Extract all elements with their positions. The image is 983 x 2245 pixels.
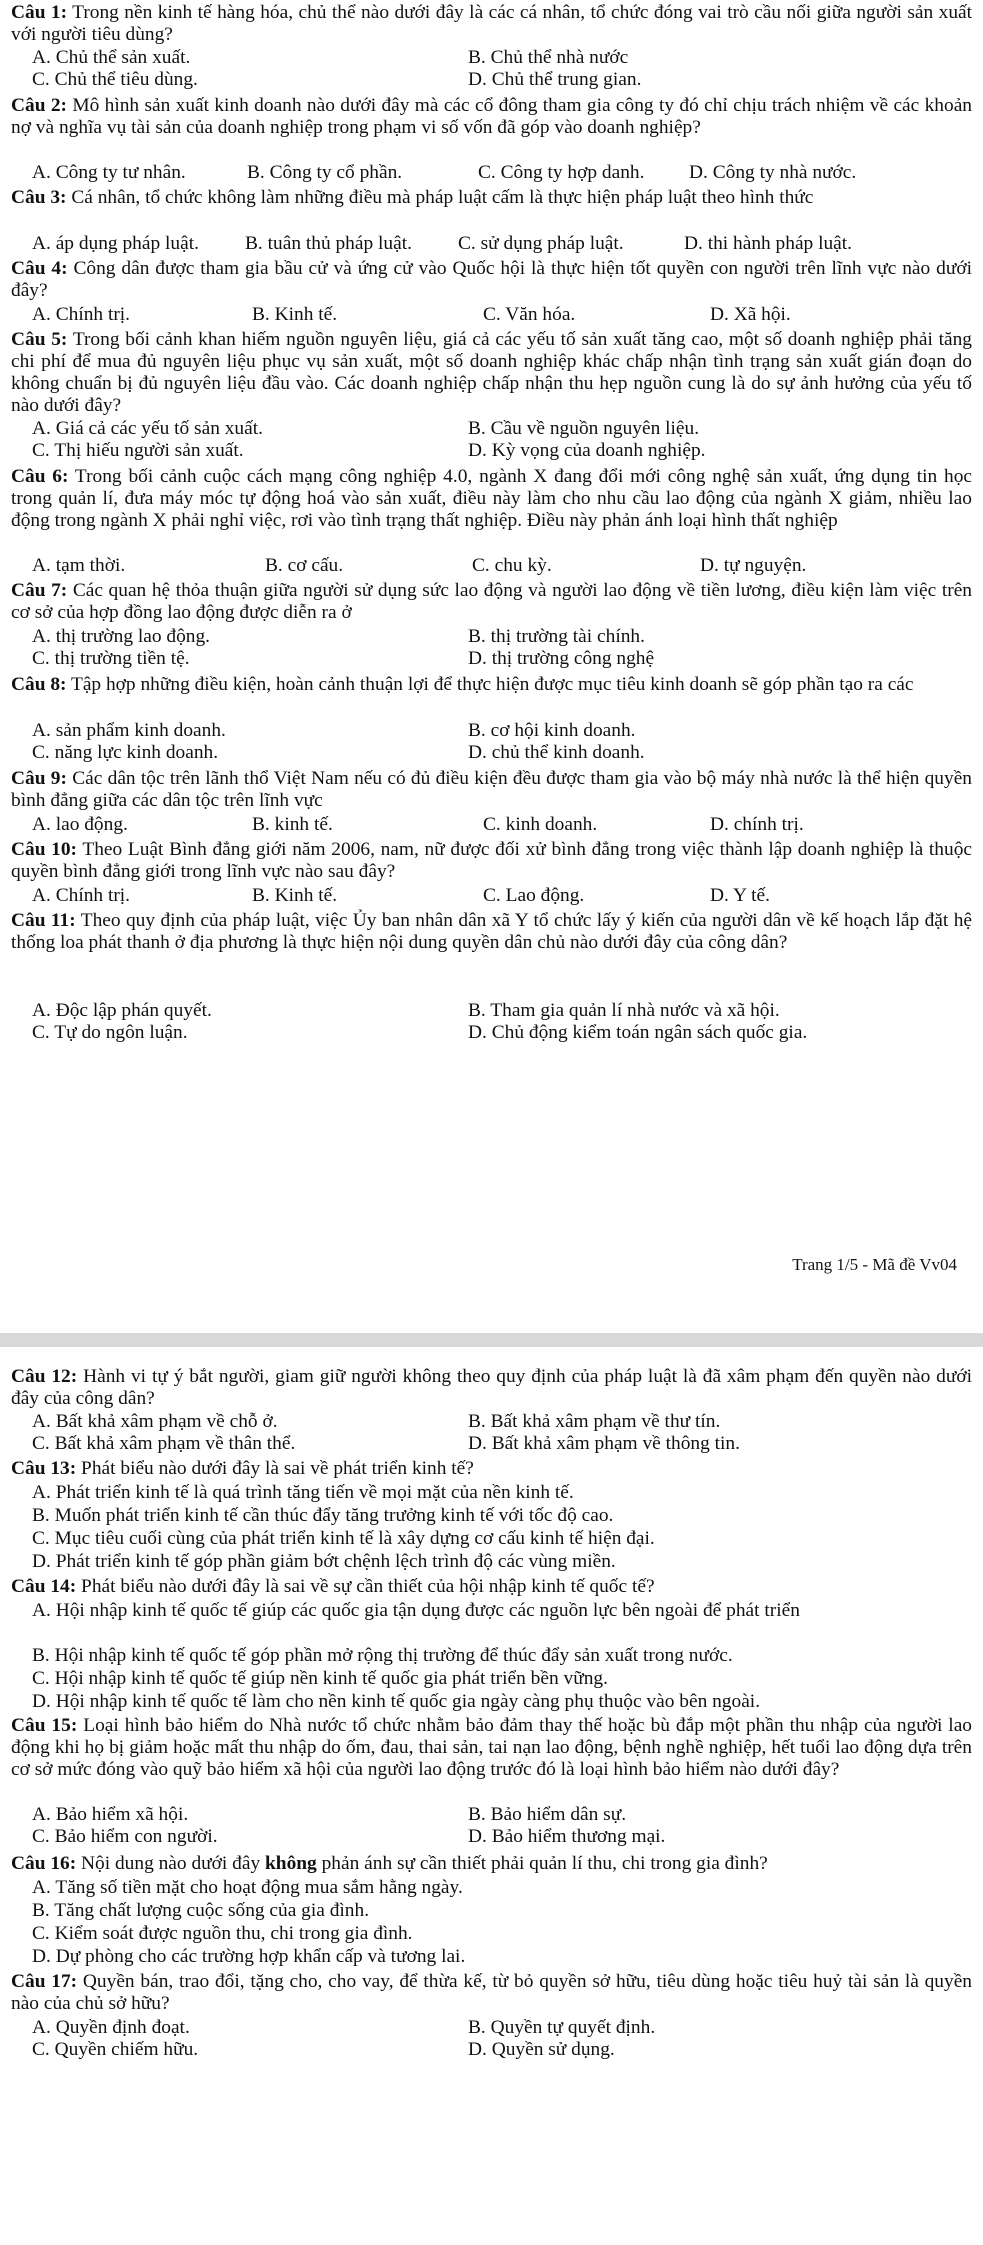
question-number: Câu 10:: [11, 839, 78, 860]
option-c: C. Quyền chiếm hữu.: [32, 2039, 199, 2060]
option-c: C. Văn hóa.: [483, 304, 576, 325]
option-c: C. Lao động.: [483, 885, 585, 906]
option-a: A. Quyền định đoạt.: [32, 2017, 190, 2038]
question-16: [11, 1853, 972, 1875]
question-number: Câu 12:: [11, 1366, 78, 1387]
question-text: Trong bối cảnh khan hiếm nguồn nguyên liệu, giá cả các yếu tố sản xuất tăng cao, một số doanh nghiệp phải tăng chi phí để mua đủ nguyên liệu phục vụ sản xuất, một số doanh nghiệp khác chấp nhận tình trạng sản xuất gián đoạn do không chuẩn bị đủ nguyên liệu đầu vào. Các doanh nghiệp chấp nhận thu hẹp nguồn cung là do sự ảnh hưởng của yếu tố nào dưới đây?: [11, 329, 973, 416]
option-b: B. Kinh tế.: [252, 885, 338, 906]
option-b: B. Công ty cổ phần.: [247, 162, 403, 183]
option-b: B. thị trường tài chính.: [468, 626, 645, 647]
question-text: Trong nền kinh tế hàng hóa, chủ thể nào dưới đây là các cá nhân, tổ chức đóng vai trò cầu nối giữa người sản xuất với người tiêu dùng?: [11, 2, 973, 45]
question-number: Câu 7:: [11, 580, 68, 601]
option-b: B. Quyền tự quyết định.: [468, 2017, 656, 2038]
option-d: D. Bảo hiểm thương mại.: [468, 1826, 666, 1847]
question-13: [11, 1458, 972, 1480]
question-text: Công dân được tham gia bầu cử và ứng cử vào Quốc hội là thực hiện tốt quyền con người trên lĩnh vực nào dưới đây?: [11, 258, 972, 301]
option-d: D. Kỳ vọng của doanh nghiệp.: [468, 440, 706, 461]
question-5: [11, 329, 972, 417]
option-b: B. cơ hội kinh doanh.: [468, 720, 636, 741]
question-number: Câu 6:: [11, 466, 69, 487]
option-c: C. thị trường tiền tệ.: [32, 648, 190, 669]
option-a: A. Độc lập phán quyết.: [32, 1000, 212, 1021]
question-number: Câu 5:: [11, 329, 68, 350]
question-number: Câu 4:: [11, 258, 68, 279]
question-6: [11, 466, 972, 532]
option-c: C. Chủ thể tiêu dùng.: [32, 69, 198, 90]
option-d: D. Phát triển kinh tế góp phần giảm bớt chệnh lệch trình độ các vùng miền.: [32, 1551, 616, 1572]
question-3: [11, 187, 972, 209]
option-d: D. Y tế.: [710, 885, 770, 906]
option-b: B. Cầu về nguồn nguyên liệu.: [468, 418, 700, 439]
question-number: Câu 8:: [11, 674, 67, 695]
option-a: A. Chính trị.: [32, 304, 131, 325]
option-b: B. tuân thủ pháp luật.: [245, 233, 412, 254]
option-a: A. sản phẩm kinh doanh.: [32, 720, 226, 741]
question-text: phản ánh sự cần thiết phải quản lí thu, chi trong gia đình?: [316, 1853, 768, 1874]
question-2: [11, 95, 972, 139]
question-text: Các dân tộc trên lãnh thổ Việt Nam nếu có đủ điều kiện đều được tham gia vào bộ máy nhà nước là thể hiện quyền bình đẳng giữa các dân tộc trên lĩnh vực: [11, 768, 973, 811]
question-text: Các quan hệ thỏa thuận giữa người sử dụng sức lao động và người lao động về tiền lương, điều kiện làm việc trên cơ sở của hợp đồng lao động được diễn ra ở: [11, 580, 972, 623]
option-a: A. Bảo hiểm xã hội.: [32, 1804, 189, 1825]
option-c: C. Bất khả xâm phạm về thân thể.: [32, 1433, 296, 1454]
option-a: A. tạm thời.: [32, 555, 126, 576]
option-b: B. Tham gia quản lí nhà nước và xã hội.: [468, 1000, 780, 1021]
option-d: D. thị trường công nghệ: [468, 648, 655, 669]
question-number: Câu 15:: [11, 1715, 78, 1736]
question-15: [11, 1715, 972, 1781]
question-10: [11, 839, 972, 883]
question-text: Tập hợp những điều kiện, hoàn cảnh thuận lợi để thực hiện được mục tiêu kinh doanh sẽ góp phần tạo ra các: [70, 674, 914, 695]
exam-page-2: [0, 1366, 983, 2245]
option-d: D. Xã hội.: [710, 304, 791, 325]
question-number: Câu 2:: [11, 95, 67, 116]
option-c: C. Kiểm soát được nguồn thu, chi trong gia đình.: [32, 1923, 413, 1944]
option-a: A. lao động.: [32, 814, 128, 835]
question-text: Cá nhân, tổ chức không làm những điều mà pháp luật cấm là thực hiện pháp luật theo hình thức: [71, 187, 814, 208]
option-d: D. tự nguyện.: [700, 555, 807, 576]
option-b: B. Tăng chất lượng cuộc sống của gia đình.: [32, 1900, 370, 1921]
question-text: Theo Luật Bình đẳng giới năm 2006, nam, nữ được đối xử bình đẳng trong việc thành lập doanh nghiệp là thuộc quyền bình đẳng giới trong lĩnh vực nào sau đây?: [11, 839, 972, 882]
option-d: D. Dự phòng cho các trường hợp khẩn cấp và tương lai.: [32, 1946, 466, 1967]
question-7: [11, 580, 972, 624]
option-a: A. Giá cả các yếu tố sản xuất.: [32, 418, 263, 439]
option-c: C. Hội nhập kinh tế quốc tế giúp nền kinh tế quốc gia phát triển bền vững.: [32, 1668, 608, 1689]
question-number: Câu 9:: [11, 768, 67, 789]
question-text: Phát biểu nào dưới đây là sai về sự cần thiết của hội nhập kinh tế quốc tế?: [81, 1576, 655, 1597]
option-d: D. chính trị.: [710, 814, 804, 835]
option-b: B. cơ cấu.: [265, 555, 344, 576]
question-17: [11, 1971, 972, 2015]
question-12: [11, 1366, 972, 1410]
option-d: D. Quyền sử dụng.: [468, 2039, 615, 2060]
option-c: C. sử dụng pháp luật.: [458, 233, 624, 254]
question-number: Câu 14:: [11, 1576, 77, 1597]
option-d: D. Bất khả xâm phạm về thông tin.: [468, 1433, 740, 1454]
option-c: C. Mục tiêu cuối cùng của phát triển kinh tế là xây dựng cơ cấu kinh tế hiện đại.: [32, 1528, 655, 1549]
question-number: Câu 17:: [11, 1971, 78, 1992]
question-text: Mô hình sản xuất kinh doanh nào dưới đây mà các cổ đông tham gia công ty đó chỉ chịu trách nhiệm về các khoản nợ và nghĩa vụ tài sản của doanh nghiệp trong phạm vi số vốn đã góp vào doanh nghiệp?: [11, 95, 972, 138]
question-number: Câu 3:: [11, 187, 67, 208]
option-d: D. thi hành pháp luật.: [684, 233, 853, 254]
option-d: D. Hội nhập kinh tế quốc tế làm cho nền kinh tế quốc gia ngày càng phụ thuộc vào bên ngoài.: [32, 1691, 761, 1712]
option-c: C. Thị hiếu người sản xuất.: [32, 440, 244, 461]
page-footer: Trang 1/5 - Mã đề Vv04: [792, 1255, 957, 1274]
question-text-emphasis: không: [265, 1853, 317, 1874]
option-b: B. kinh tế.: [252, 814, 333, 835]
question-text: Trong bối cảnh cuộc cách mạng công nghiệp 4.0, ngành X đang đổi mới công nghệ sản xuất, ứng dụng tin học trong quản lí, đưa máy móc tự động hoá vào sản xuất, điều này làm cho nhu cầu lao động của ngành X giảm, nhiều lao động trong ngành X phải nghỉ việc, rơi vào tình trạng thất nghiệp. Điều này phản ánh loại hình thất nghiệp: [11, 466, 973, 531]
option-c: C. năng lực kinh doanh.: [32, 742, 219, 763]
question-number: Câu 16:: [11, 1853, 77, 1874]
option-b: B. Hội nhập kinh tế quốc tế góp phần mở rộng thị trường để thúc đẩy sản xuất trong nước.: [32, 1645, 733, 1666]
question-8: [11, 674, 972, 696]
question-text: Phát biểu nào dưới đây là sai về phát triển kinh tế?: [81, 1458, 474, 1479]
question-text: Loại hình bảo hiểm do Nhà nước tổ chức nhằm bảo đảm thay thế hoặc bù đắp một phần thu nhập của người lao động khi họ bị giảm hoặc mất thu nhập do ốm, đau, thai sản, tai nạn lao động, bệnh nghề nghiệp, hết tuổi lao động dựa trên cơ sở mức đóng vào quỹ bảo hiểm xã hội của người lao động trước đó là loại hình bảo hiểm nào dưới đây?: [11, 1715, 972, 1780]
option-a: A. Bất khả xâm phạm về chỗ ở.: [32, 1411, 278, 1432]
option-a: A. Công ty tư nhân.: [32, 162, 186, 183]
option-b: B. Kinh tế.: [252, 304, 338, 325]
option-a: A. Chính trị.: [32, 885, 131, 906]
option-a: A. Hội nhập kinh tế quốc tế giúp các quốc gia tận dụng được các nguồn lực bên ngoài để phát triển: [32, 1600, 800, 1621]
option-c: C. Công ty hợp danh.: [478, 162, 645, 183]
option-d: D. Chủ động kiểm toán ngân sách quốc gia.: [468, 1022, 808, 1043]
option-c: C. Bảo hiểm con người.: [32, 1826, 218, 1847]
option-a: A. thị trường lao động.: [32, 626, 211, 647]
question-text: Nội dung nào dưới đây: [81, 1853, 265, 1874]
option-d: D. chủ thể kinh doanh.: [468, 742, 645, 763]
option-b: B. Muốn phát triển kinh tế cần thúc đẩy tăng trưởng kinh tế với tốc độ cao.: [32, 1505, 614, 1526]
option-b: B. Chủ thể nhà nước: [468, 47, 629, 68]
separator-bar: [0, 1333, 983, 1347]
question-14: [11, 1576, 972, 1598]
question-text: Theo quy định của pháp luật, việc Ủy ban nhân dân xã Y tổ chức lấy ý kiến của người dân về kế hoạch lắp đặt hệ thống loa phát thanh ở địa phương là thực hiện nội dung quyền dân chủ nào dưới đây của công dân?: [11, 910, 973, 953]
option-a: A. Phát triển kinh tế là quá trình tăng tiến về mọi mặt của nền kinh tế.: [32, 1482, 574, 1503]
option-d: D. Chủ thể trung gian.: [468, 69, 642, 90]
option-a: A. Chủ thể sản xuất.: [32, 47, 191, 68]
option-c: C. kinh doanh.: [483, 814, 598, 835]
option-c: C. Tự do ngôn luận.: [32, 1022, 188, 1043]
option-a: A. áp dụng pháp luật.: [32, 233, 199, 254]
question-number: Câu 1:: [11, 2, 68, 23]
option-b: B. Bảo hiểm dân sự.: [468, 1804, 627, 1825]
question-1: [11, 2, 972, 46]
question-9: [11, 768, 972, 812]
option-a: A. Tăng số tiền mặt cho hoạt động mua sắm hằng ngày.: [32, 1877, 463, 1898]
question-number: Câu 11:: [11, 910, 76, 931]
option-d: D. Công ty nhà nước.: [689, 162, 857, 183]
page-separator: [0, 1315, 983, 1366]
question-number: Câu 13:: [11, 1458, 77, 1479]
option-b: B. Bất khả xâm phạm về thư tín.: [468, 1411, 721, 1432]
question-4: [11, 258, 972, 302]
question-11: [11, 910, 972, 954]
question-text: Quyền bán, trao đổi, tặng cho, cho vay, để thừa kế, từ bỏ quyền sở hữu, tiêu dùng hoặc tiêu huỷ tài sản là quyền nào của chủ sở hữu?: [11, 1971, 972, 2014]
question-text: Hành vi tự ý bắt người, giam giữ người không theo quy định của pháp luật là đã xâm phạm đến quyền nào dưới đây của công dân?: [11, 1366, 972, 1409]
option-c: C. chu kỳ.: [472, 555, 552, 576]
